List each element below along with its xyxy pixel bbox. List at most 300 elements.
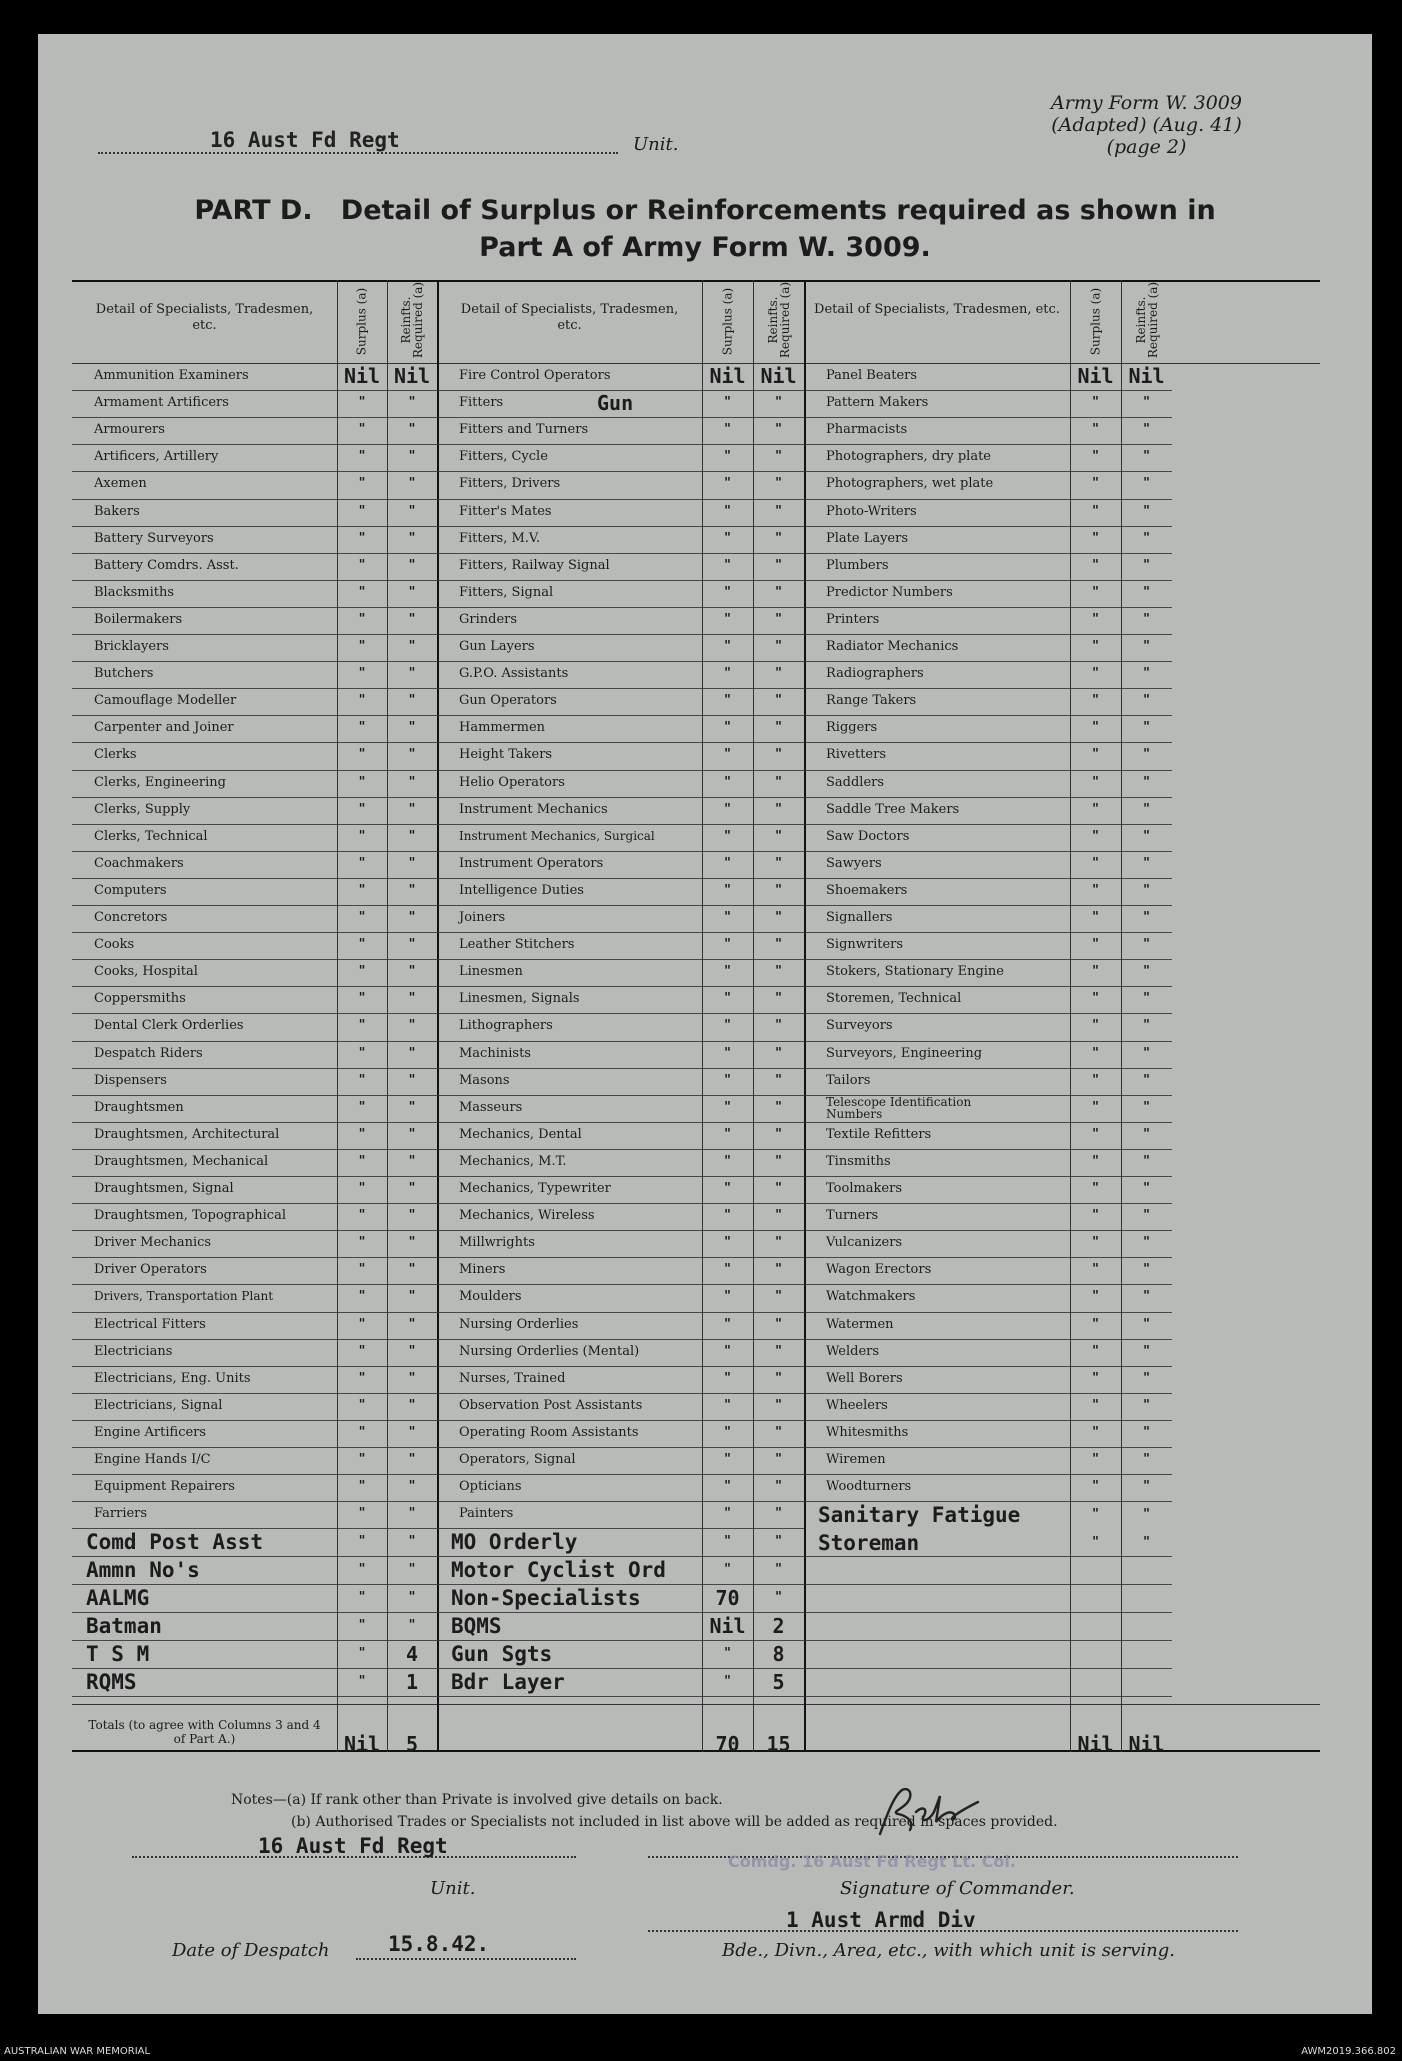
surplus-value: " [358, 1181, 366, 1196]
reinf-value: " [408, 1424, 416, 1440]
reinf-value: " [408, 1452, 416, 1467]
reinf-value: " [408, 449, 416, 465]
surplus-value: " [724, 1235, 731, 1251]
table-row-name: Mechanics, M.T. [459, 1153, 567, 1169]
reinf-value: " [1143, 395, 1150, 411]
surplus-value: " [358, 910, 366, 925]
added-row-rule [72, 1612, 437, 1613]
surplus-value: " [358, 1452, 366, 1467]
reinf-value: " [408, 1506, 416, 1522]
reinf-value: " [1143, 557, 1150, 573]
row-rule [804, 878, 1172, 879]
added-row-rule [72, 1668, 437, 1669]
reinf-value: " [408, 1289, 416, 1305]
row-rule [804, 851, 1172, 852]
reinf-value: " [775, 449, 782, 465]
reinf-value: " [1143, 1072, 1150, 1088]
table-row-name: Plumbers [826, 557, 889, 573]
reinf-value: " [408, 801, 416, 817]
note-b: (b) Authorised Trades or Specialists not included in list above will be added as required in spaces provided. [291, 1814, 1058, 1830]
reinf-value: " [775, 611, 782, 627]
table-row-name: Fitters [459, 395, 504, 411]
reinf-value: " [775, 937, 782, 953]
row-rule [804, 1447, 1172, 1448]
surplus-value: " [358, 1018, 366, 1034]
added-reinf-value: 5 [772, 1670, 785, 1695]
row-rule [72, 444, 437, 445]
reinf-value: " [1143, 693, 1150, 709]
row-rule [804, 390, 1172, 391]
added-row-name: Bdr Layer [451, 1670, 565, 1695]
reinf-value: " [1143, 1316, 1150, 1332]
reinf-value: " [408, 693, 416, 709]
surplus-value: " [724, 1099, 731, 1115]
surplus-value: " [1092, 422, 1099, 438]
surplus-value: " [724, 747, 731, 763]
table-row-name: Signallers [826, 910, 893, 925]
row-rule [437, 1339, 804, 1340]
added-surplus-value: " [358, 1646, 366, 1662]
reinf-value: " [408, 476, 416, 492]
table-row-name: Bricklayers [94, 639, 169, 654]
row-rule [437, 471, 804, 472]
added-surplus-value: " [358, 1618, 366, 1634]
row-rule [437, 580, 804, 581]
table-row-name: Electricians [94, 1343, 173, 1359]
reinf-value: " [408, 666, 416, 682]
surplus-value: " [724, 693, 731, 709]
col-surplus-header: Surplus (a) [1088, 287, 1102, 355]
table-row-name: Vulcanizers [826, 1235, 903, 1251]
table-row-name: Cooks, Hospital [94, 964, 198, 980]
row-rule [72, 1230, 437, 1231]
row-rule [804, 1041, 1172, 1042]
reinf-value: " [1143, 1289, 1150, 1305]
table-row-name: Painters [459, 1506, 514, 1522]
form-page [38, 34, 1372, 2014]
row-rule [804, 742, 1172, 743]
table-row-name: Gun Operators [459, 693, 557, 709]
row-rule [72, 959, 437, 960]
reinf-value: " [775, 1506, 782, 1522]
reinf-value: " [408, 964, 416, 980]
surplus-value: " [724, 1506, 731, 1522]
surplus-value: " [724, 882, 731, 898]
table-row-name: Leather Stitchers [459, 937, 575, 953]
table-row-name: Saddlers [826, 774, 885, 790]
reinf-value: " [1143, 720, 1150, 736]
reinf-value: " [1143, 910, 1150, 925]
row-rule [804, 932, 1172, 933]
surplus-value: " [1092, 530, 1099, 546]
table-row-name: Grinders [459, 611, 518, 627]
surplus-value: Nil [1077, 364, 1114, 388]
surplus-value: " [1092, 991, 1099, 1007]
surplus-value: " [358, 1126, 366, 1142]
surplus-value: " [358, 395, 366, 411]
row-rule [437, 959, 804, 960]
table-row-name: Watchmakers [826, 1289, 916, 1305]
table-row-name: Signwriters [826, 937, 904, 953]
row-rule [437, 1203, 804, 1204]
reinf-value: " [775, 1479, 782, 1495]
table-row-name: Equipment Repairers [94, 1479, 235, 1495]
row-rule [437, 1528, 804, 1529]
table-row-name: Gun Layers [459, 639, 535, 654]
row-rule [437, 499, 804, 500]
surplus-value: " [1092, 666, 1099, 682]
added-row-name: Gun Sgts [451, 1642, 553, 1667]
table-row-name: Nursing Orderlies (Mental) [459, 1343, 640, 1359]
surplus-value: " [1092, 1045, 1099, 1061]
row-rule [72, 471, 437, 472]
reinf-value: " [1143, 747, 1150, 763]
surplus-value: " [1092, 801, 1099, 817]
row-rule [437, 1284, 804, 1285]
surplus-value: " [358, 937, 366, 953]
table-row-name: Butchers [94, 666, 154, 682]
reinf-value: " [1143, 1370, 1150, 1386]
table-row-name: Predictor Numbers [826, 584, 953, 600]
added-reinf-value: " [1143, 1535, 1150, 1551]
commander-signature [858, 1782, 1018, 1842]
row-rule [72, 390, 437, 391]
row-rule [804, 1501, 1172, 1502]
table-row-name: Welders [826, 1343, 880, 1359]
row-rule [72, 1041, 437, 1042]
reinf-value: " [1143, 503, 1150, 519]
row-rule [72, 1068, 437, 1069]
table-row-name: Linesmen [459, 964, 523, 980]
reinf-value: " [1143, 1397, 1150, 1413]
table-row-name: Hammermen [459, 720, 546, 736]
reinf-value: " [775, 1181, 782, 1196]
totals-label: Totals (to agree with Columns 3 and 4 of Part A.) [88, 1718, 321, 1747]
added-reinf-value: " [408, 1618, 416, 1634]
row-rule [72, 661, 437, 662]
added-reinf-value: 4 [405, 1642, 419, 1667]
reinf-value: " [1143, 1343, 1150, 1359]
surplus-value: " [724, 1181, 731, 1196]
reinf-value: " [1143, 666, 1150, 682]
reinf-value: " [775, 1153, 782, 1169]
surplus-value: " [358, 476, 366, 492]
reinf-value: " [775, 1262, 782, 1278]
reinf-value: " [408, 1072, 416, 1088]
row-rule [804, 770, 1172, 771]
date-line [356, 1958, 576, 1960]
reinf-value: " [1143, 1153, 1150, 1169]
surplus-value: " [358, 1045, 366, 1061]
row-rule [804, 905, 1172, 906]
row-rule [437, 1393, 804, 1394]
row-rule [72, 986, 437, 987]
row-rule [437, 824, 804, 825]
table-row-name: Bakers [94, 503, 140, 519]
row-rule [804, 1257, 1172, 1258]
surplus-value: " [1092, 1181, 1099, 1196]
added-surplus-value: 70 [715, 1586, 740, 1611]
surplus-value: " [724, 720, 731, 736]
table-row-name: Sawyers [826, 855, 882, 871]
table-row-name: Dispensers [94, 1072, 167, 1088]
added-row-rule [72, 1640, 437, 1641]
row-rule [72, 1339, 437, 1340]
reinf-value: " [408, 1208, 416, 1224]
surplus-value: Nil [343, 364, 381, 388]
title-line-2: Part A of Army Form W. 3009. [479, 232, 931, 263]
row-rule [72, 1312, 437, 1313]
added-row-rule [437, 1668, 804, 1669]
surplus-value: " [724, 855, 731, 871]
surplus-value: " [1092, 1397, 1099, 1413]
reinf-value: " [408, 1397, 416, 1413]
added-surplus-value: Nil [709, 1614, 746, 1639]
table-row-name: Instrument Mechanics [459, 801, 608, 817]
table-row-name: Wheelers [826, 1397, 888, 1413]
reinf-value: " [775, 503, 782, 519]
col-surplus-header: Surplus (a) [720, 287, 734, 355]
surplus-value: " [1092, 910, 1099, 925]
table-row-name: Panel Beaters [826, 368, 918, 383]
reinf-value: " [1143, 1126, 1150, 1142]
table-row-name: Moulders [459, 1289, 522, 1305]
row-rule [72, 553, 437, 554]
row-rule [437, 1447, 804, 1448]
row-rule [72, 797, 437, 798]
surplus-value: " [358, 422, 366, 438]
surplus-value: " [724, 1153, 731, 1169]
reinf-value: " [408, 991, 416, 1007]
added-reinf-value: " [408, 1534, 416, 1550]
col-surplus-header: Surplus (a) [354, 287, 369, 355]
surplus-value: " [1092, 1452, 1099, 1467]
added-row-name: Comd Post Asst [86, 1530, 264, 1555]
table-row-name: Despatch Riders [94, 1045, 203, 1061]
surplus-value: " [1092, 449, 1099, 465]
reinf-value: " [775, 964, 782, 980]
reinf-value: " [1143, 937, 1150, 953]
surplus-column-rule [702, 280, 703, 1752]
row-rule [804, 526, 1172, 527]
row-rule [72, 851, 437, 852]
totals-rule [72, 1704, 1320, 1705]
reinf-value: " [408, 639, 416, 654]
reinf-value: " [408, 1153, 416, 1169]
table-row-name: Millwrights [459, 1235, 535, 1251]
table-row-name: Range Takers [826, 693, 917, 709]
table-row-name: Operators, Signal [459, 1452, 576, 1467]
surplus-value: " [724, 828, 731, 844]
reinf-value: " [775, 910, 782, 925]
surplus-value: " [358, 611, 366, 627]
table-row-name: Shoemakers [826, 882, 908, 898]
col-reinf-header: Reinfts. Required (a) [399, 281, 425, 358]
reinf-value: " [775, 1289, 782, 1305]
added-reinf-value: 1 [405, 1670, 419, 1695]
table-row-name: Lithographers [459, 1018, 553, 1034]
table-row-name: Watermen [826, 1316, 894, 1332]
surplus-value: " [724, 1208, 731, 1224]
added-row-name: Motor Cyclist Ord [451, 1558, 666, 1583]
added-reinf-value: " [775, 1590, 782, 1606]
row-rule [437, 1122, 804, 1123]
row-rule [804, 1203, 1172, 1204]
table-row-name: Fire Control Operators [459, 368, 611, 383]
row-rule [72, 742, 437, 743]
added-row-name: AALMG [86, 1586, 150, 1611]
surplus-value: " [724, 991, 731, 1007]
added-surplus-value: " [358, 1590, 366, 1606]
table-row-name: Radiator Mechanics [826, 639, 959, 654]
table-row-name: Armament Artificers [94, 395, 229, 411]
header-unit-label: Unit. [633, 134, 679, 155]
row-rule [437, 444, 804, 445]
added-row-rule [72, 1556, 437, 1557]
reinf-value: " [408, 503, 416, 519]
surplus-value: " [358, 1072, 366, 1088]
surplus-value: " [1092, 1072, 1099, 1088]
row-rule [72, 824, 437, 825]
surplus-value: " [358, 557, 366, 573]
surplus-value: " [1092, 584, 1099, 600]
reinf-value: " [775, 693, 782, 709]
table-row-name: G.P.O. Assistants [459, 666, 569, 682]
surplus-value: " [724, 395, 731, 411]
added-surplus-value: " [724, 1674, 731, 1690]
reinf-value: " [1143, 828, 1150, 844]
row-rule [72, 417, 437, 418]
row-rule [437, 1474, 804, 1475]
table-row-name: Fitters, Signal [459, 584, 554, 600]
surplus-value: " [358, 1099, 366, 1115]
reinf-value: " [1143, 422, 1150, 438]
reinf-value: " [408, 882, 416, 898]
row-rule [804, 986, 1172, 987]
signature-label: Signature of Commander. [840, 1878, 1075, 1899]
table-row-name: Photographers, dry plate [826, 449, 991, 465]
form-reference [1051, 92, 1242, 158]
table-row-name: Clerks, Engineering [94, 774, 226, 790]
row-rule [804, 959, 1172, 960]
table-row-name: Driver Operators [94, 1262, 207, 1278]
total-reinf: 15 [766, 1732, 791, 1757]
table-row-name: Battery Comdrs. Asst. [94, 557, 239, 573]
table-row-name: Textile Refitters [826, 1126, 932, 1142]
col-detail-header: Detail of Specialists, Tradesmen, etc. [814, 302, 1060, 317]
table-row-name: Operating Room Assistants [459, 1424, 639, 1440]
reinf-value: " [775, 991, 782, 1007]
added-reinf-value: " [408, 1590, 416, 1606]
reinf-column-rule [387, 280, 388, 1752]
added-row-rule [437, 1556, 804, 1557]
table-row-name: Intelligence Duties [459, 882, 584, 898]
row-rule [437, 1095, 804, 1096]
row-rule [804, 417, 1172, 418]
form-ref-line: (page 2) [1106, 136, 1187, 158]
column-divider [804, 280, 806, 1752]
reinf-value: " [408, 937, 416, 953]
added-reinf-value: " [408, 1562, 416, 1578]
table-row-name: Fitters, Cycle [459, 449, 548, 465]
surplus-value: " [724, 1370, 731, 1386]
reinf-value: " [1143, 1018, 1150, 1034]
surplus-value: " [358, 1397, 366, 1413]
table-row-name: Helio Operators [459, 774, 565, 790]
row-rule [437, 878, 804, 879]
surplus-value: " [358, 1343, 366, 1359]
added-row-name: BQMS [451, 1614, 502, 1639]
reinf-value: " [775, 584, 782, 600]
reinf-value: " [408, 1316, 416, 1332]
total-surplus: Nil [343, 1732, 381, 1757]
added-surplus-value: " [724, 1562, 731, 1578]
reinf-value: " [408, 1045, 416, 1061]
row-rule [437, 526, 804, 527]
row-rule [72, 1284, 437, 1285]
table-row-name: Toolmakers [826, 1181, 903, 1196]
row-rule [804, 1339, 1172, 1340]
added-reinf-value: 2 [772, 1614, 785, 1639]
row-rule [804, 1149, 1172, 1150]
table-row-name: Camouflage Modeller [94, 693, 237, 709]
row-rule [72, 932, 437, 933]
surplus-value: " [724, 449, 731, 465]
row-rule [804, 661, 1172, 662]
reinf-value: " [1143, 449, 1150, 465]
table-row-name: Electricians, Signal [94, 1397, 223, 1413]
row-rule [72, 526, 437, 527]
table-row-name: Surveyors [826, 1018, 893, 1034]
row-rule [437, 1366, 804, 1367]
table-row-name: Coppersmiths [94, 991, 186, 1007]
reinf-value: " [408, 747, 416, 763]
surplus-value: " [724, 1397, 731, 1413]
table-row-name: Pharmacists [826, 422, 908, 438]
reinf-value: " [408, 611, 416, 627]
table-row-name: Clerks, Supply [94, 801, 191, 817]
added-reinf-value: " [775, 1534, 782, 1550]
table-row-name: Battery Surveyors [94, 530, 214, 546]
surplus-value: " [1092, 639, 1099, 654]
archive-credit: AUSTRALIAN WAR MEMORIAL [4, 2046, 151, 2057]
table-row-name: Tailors [826, 1072, 871, 1088]
table-row-name: Height Takers [459, 747, 553, 763]
row-rule [437, 661, 804, 662]
surplus-value: " [1092, 1099, 1099, 1115]
surplus-value: " [1092, 937, 1099, 953]
row-rule [804, 634, 1172, 635]
date-label: Date of Despatch [172, 1940, 330, 1961]
surplus-value: " [724, 937, 731, 953]
row-rule [804, 1284, 1172, 1285]
added-row-rule [437, 1640, 804, 1641]
table-row-name: Turners [826, 1208, 879, 1224]
row-rule [437, 634, 804, 635]
added-row-rule [804, 1556, 1172, 1557]
row-rule [804, 471, 1172, 472]
reinf-value: " [408, 774, 416, 790]
reinf-value: " [1143, 1045, 1150, 1061]
row-rule [72, 1176, 437, 1177]
row-rule [804, 797, 1172, 798]
added-row-name: Storeman [818, 1531, 920, 1556]
table-row-name: Wiremen [826, 1452, 886, 1467]
added-surplus-value: " [1092, 1507, 1099, 1523]
row-rule [437, 553, 804, 554]
row-rule [437, 905, 804, 906]
table-row-name: Opticians [459, 1479, 522, 1495]
